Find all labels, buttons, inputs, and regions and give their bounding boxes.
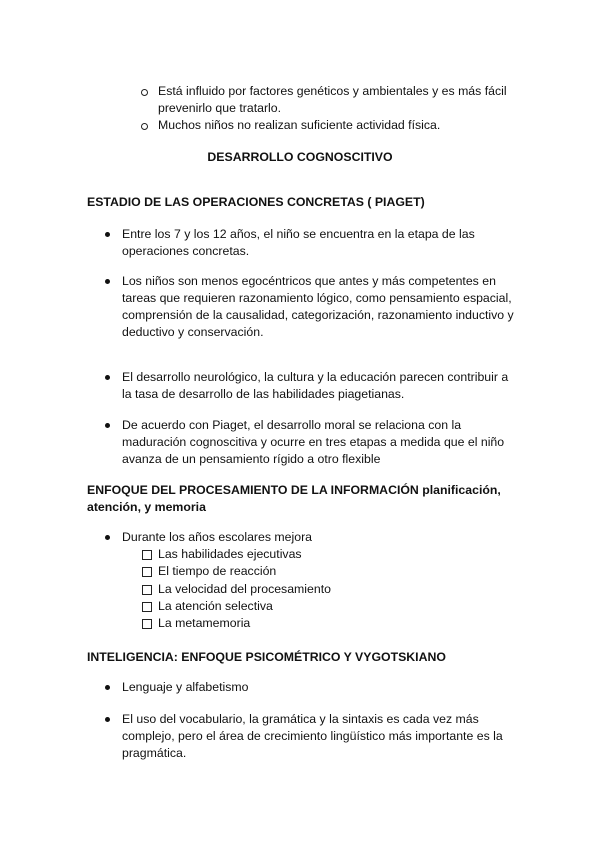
bullet-icon [105,685,110,690]
bullet-icon [105,375,110,380]
section-heading: ENFOQUE DEL PROCESAMIENTO DE LA INFORMACIÓN planificación, atención, y memoria [87,483,501,514]
checklist-item: Las habilidades ejecutivas [158,547,302,561]
bullet-icon [105,535,110,540]
checkbox-icon [142,550,152,560]
section-heading: ESTADIO DE LAS OPERACIONES CONCRETAS ( PIAGET) [87,195,425,209]
bullet-icon [105,279,110,284]
checklist-item: La metamemoria [158,616,251,630]
checklist-item: El tiempo de reacción [158,564,277,578]
list-item: De acuerdo con Piaget, el desarrollo moral se relaciona con la maduración cognoscitiva y ocurre en tres etapas a medida que el niño avanza de un pensamiento rígido a otro flexible [122,418,505,466]
checkbox-icon [142,602,152,612]
top-list-item: Está influido por factores genéticos y ambientales y es más fácil prevenirlo que tratarlo. [158,84,507,115]
list-item: Los niños son menos egocéntricos que antes y más competentes en tareas que requieren razonamiento lógico, como pensamiento espacial, comprensión de la causalidad, categorización, razonamiento inductivo y deductivo y conservación. [122,274,514,339]
list-item: Lenguaje y alfabetismo [122,680,249,694]
bullet-icon [105,232,110,237]
checklist-item: La atención selectiva [158,599,273,613]
checkbox-icon [142,585,152,595]
top-list-item: Muchos niños no realizan suficiente actividad física. [158,118,441,132]
list-item: El uso del vocabulario, la gramática y la sintaxis es cada vez más complejo, pero el área de crecimiento lingüístico más importante es la pragmática. [122,712,503,760]
bullet-icon [105,717,110,722]
bullet-icon [105,423,110,428]
list-item: Entre los 7 y los 12 años, el niño se encuentra en la etapa de las operaciones concretas. [122,227,475,258]
list-item: El desarrollo neurológico, la cultura y la educación parecen contribuir a la tasa de desarrollo de las habilidades piagetianas. [122,370,509,401]
list-item: Durante los años escolares mejora [122,530,313,544]
hollow-bullet-icon [141,123,148,130]
checkbox-icon [142,567,152,577]
hollow-bullet-icon [141,89,148,96]
section-heading: INTELIGENCIA: ENFOQUE PSICOMÉTRICO Y VYGOTSKIANO [87,650,446,664]
checkbox-icon [142,619,152,629]
page-title: DESARROLLO COGNOSCITIVO [207,150,393,164]
checklist-item: La velocidad del procesamiento [158,582,331,596]
